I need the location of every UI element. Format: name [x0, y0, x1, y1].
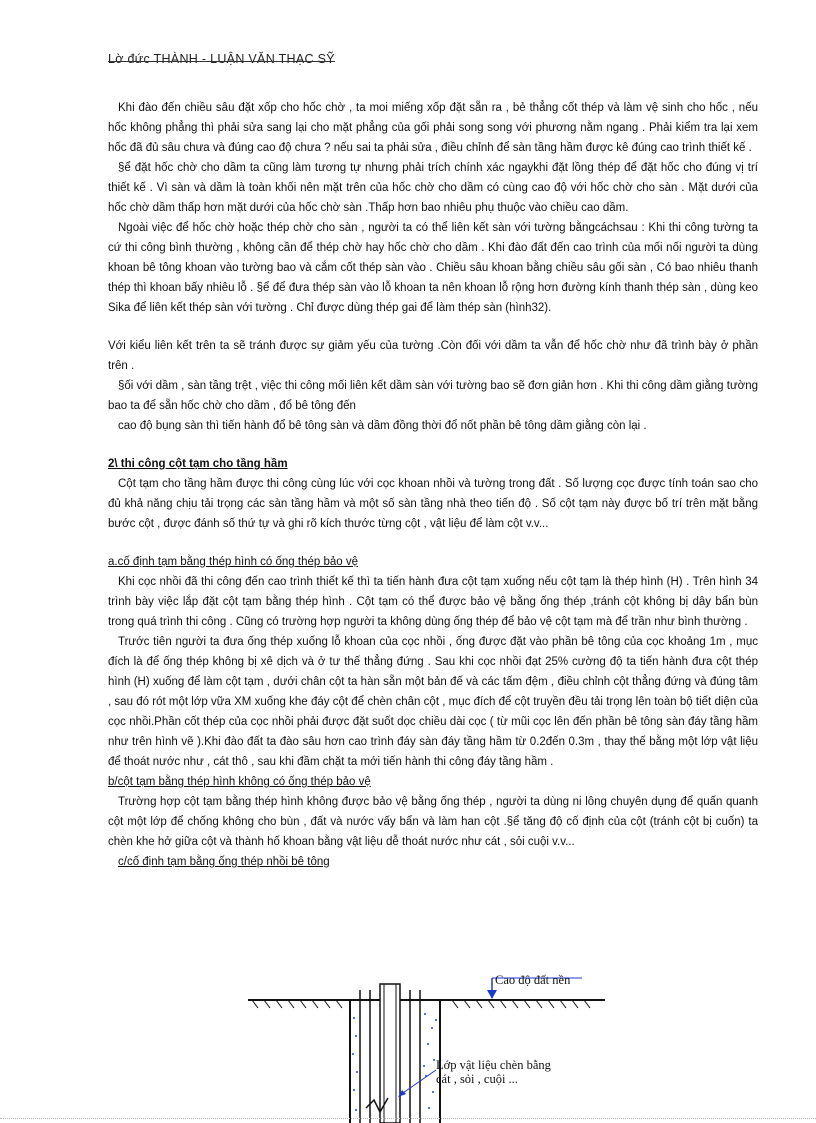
paragraph: §ối với dầm , sàn tầng trệt , việc thi công mối liên kết dầm sàn với tường bao sẽ đơn giản hơn . Khi thi công dầm giằng tường bao ta để sẵn hốc chờ cho dầm , đổ bê tông đến [108, 380, 758, 412]
section-heading: 2\ thi công cột tạm cho tầng hầm [108, 458, 288, 470]
pile-figure [240, 970, 620, 1123]
paragraph: §ể đặt hốc chờ cho dầm ta cũng làm tương tự nhưng phải trích chính xác ngaykhi đặt lồng thép để đặt hốc cho đúng vị trí thiết kế . Vì sàn và dầm là toàn khối nên mặt trên của hốc chờ cho dầm có cùng cao độ với hốc chờ cho sàn . Mặt dưới của hốc chờ dầm thấp hơn mặt dưới của hốc chờ sàn .Thấp hơn bao nhiêu phụ thuộc vào chiều cao dầm. [108, 162, 758, 214]
paragraph: Với kiểu liên kết trên ta sẽ tránh được sự giảm yếu của tường .Còn đối với dầm ta vẫn để hốc chờ như đã trình bày ở phần trên . [108, 340, 758, 372]
paragraph: Khi đào đến chiều sâu đặt xốp cho hốc chờ , ta moi miếng xốp đặt sẵn ra , bẻ thẳng cốt thép và làm vệ sinh cho hốc , nếu hốc không phẳng thì phải sửa sang lại cho mặt phẳng của gối phải song song với phương nằm ngang . Phải kiểm tra lại xem hốc đã đủ sâu chưa và đúng cao độ chưa ? nếu sai ta phải sửa , điều chỉnh để sàn tầng hầm được kê đúng cao trình thiết kế . [108, 102, 758, 154]
paragraph: cao độ bụng sàn thì tiến hành đổ bê tông sàn và dầm đồng thời đổ nốt phần bê tông dầm giằng còn lại . [118, 420, 647, 432]
subsection-heading-a: a.cố định tạm bằng thép hình có ống thép bảo vệ [108, 556, 358, 568]
paragraph: Trường hợp cột tạm bằng thép hình không được bảo vệ bằng ống thép , người ta dùng ni lông chuyên dụng để quấn quanh cột một lớp để chống không cho bùn , đất và nước vấy bẩn và làm han cột .§ể tăng độ cố định của cột (tránh cột bị cuốn) ta chèn khe hở giữa cột và thành hố khoan bằng vật liệu dễ thoát nước như cát , sỏi cuội v.v... [108, 796, 758, 848]
fill-material-label-1: Lớp vật liệu chèn bằng [436, 1058, 551, 1072]
paragraph: Khi cọc nhồi đã thi công đến cao trình thiết kế thì ta tiến hành đưa cột tạm xuống nếu cột tạm là thép hình (H) . Trên hình 34 trình bày việc lắp đặt cột tạm bằng thép hình . Cột tạm có thể được bảo vệ bằng ống thép ,tránh cột không bị dây bẩn bùn trong quá trình thi công . Cũng có trường hợp người ta không dùng ống thép để bảo vệ cột tạm mà để trần như bình thường . [108, 576, 758, 628]
paragraph: Trước tiên người ta đưa ống thép xuống lỗ khoan của cọc nhồi , ống được đặt vào phần bê tông của cọc khoảng 1m , mục đích là để ống thép không bị xê dịch và ở tư thế thẳng đứng . Sau khi cọc nhồi đạt 25% cường độ ta tiến hành đưa cột thép hình (H) xuống để làm cột tạm , dưới chân cột ta hàn sẵn một bản đế và các tấm đệm , điều chỉnh cột thẳng đứng và đúng tâm , sau đó rót một lớp vữa XM xuống khe đáy cột để chèn chân cột , mục đích để cột truyền đều tải trọng lên toàn bộ tiết diện của cọc nhồi.Phần cốt thép của cọc nhồi phải được đặt suốt dọc chiều dài cọc ( từ mũi cọc lên đến phần bê tông sàn đáy tầng hầm như trên hình vẽ ).Khi đào đất ta đào sâu hơn cao trình đáy sàn đáy tầng hầm từ 0.2đến 0.3m , thay thế bằng một lớp vật liệu để thoát nước như , cát thô , sau khi đầm chặt ta mới tiến hành thi công đáy tầng hầm . [108, 636, 758, 768]
fill-material-label-2: cát , sỏi , cuội ... [436, 1072, 518, 1086]
body-text [108, 98, 758, 872]
subsection-heading-b: b/cột tạm bằng thép hình không có ống thép bảo vệ [108, 776, 371, 788]
paragraph: Ngoài việc để hốc chờ hoặc thép chờ cho sàn , người ta có thể liên kết sàn với tường bằngcáchsau : Khi thi công tường ta cứ thi công bình thường , không cần để thép chờ hay hốc chờ cho dầm . Khi đào đất đến cao trình của mối nối người ta dùng khoan bê tông khoan vào tường bao và cắm cốt thép sàn vào . Chiều sâu khoan bằng chiều sâu gối sàn , Có bao nhiêu thanh thép thì khoan bấy nhiêu lỗ . §ể để đưa thép sàn vào lỗ khoan ta nên khoan lỗ rộng hơn đường kính thanh thép sàn , dùng keo Sika để liên kết thép sàn với tường . Chỉ được dùng thép gai để làm thép sàn (hình32). [108, 222, 758, 314]
running-header: Lờ đức THÀNH - LUẬN VĂN THẠC SỸ [108, 52, 335, 66]
subsection-heading-c: c/cố định tạm bằng ống thép nhồi bê tông [118, 856, 330, 868]
paragraph: Cột tạm cho tầng hầm được thi công cùng lúc với cọc khoan nhồi và tường trong đất . Số lượng cọc được tính toán sao cho đủ khả năng chịu tải trọng các sàn tầng hầm và một số sàn tầng nhà theo tiến độ . Số cột tạm này được bố trí trên mặt bằng bước cột , được đánh số thứ tự và ghi rõ kích thước từng cột , vật liệu để làm cột v.v... [108, 478, 758, 530]
pile-cross-section-drawing [240, 970, 620, 1123]
ground-level-label: Cao độ đất nền [495, 973, 571, 987]
page-bottom-rule [0, 1118, 816, 1119]
